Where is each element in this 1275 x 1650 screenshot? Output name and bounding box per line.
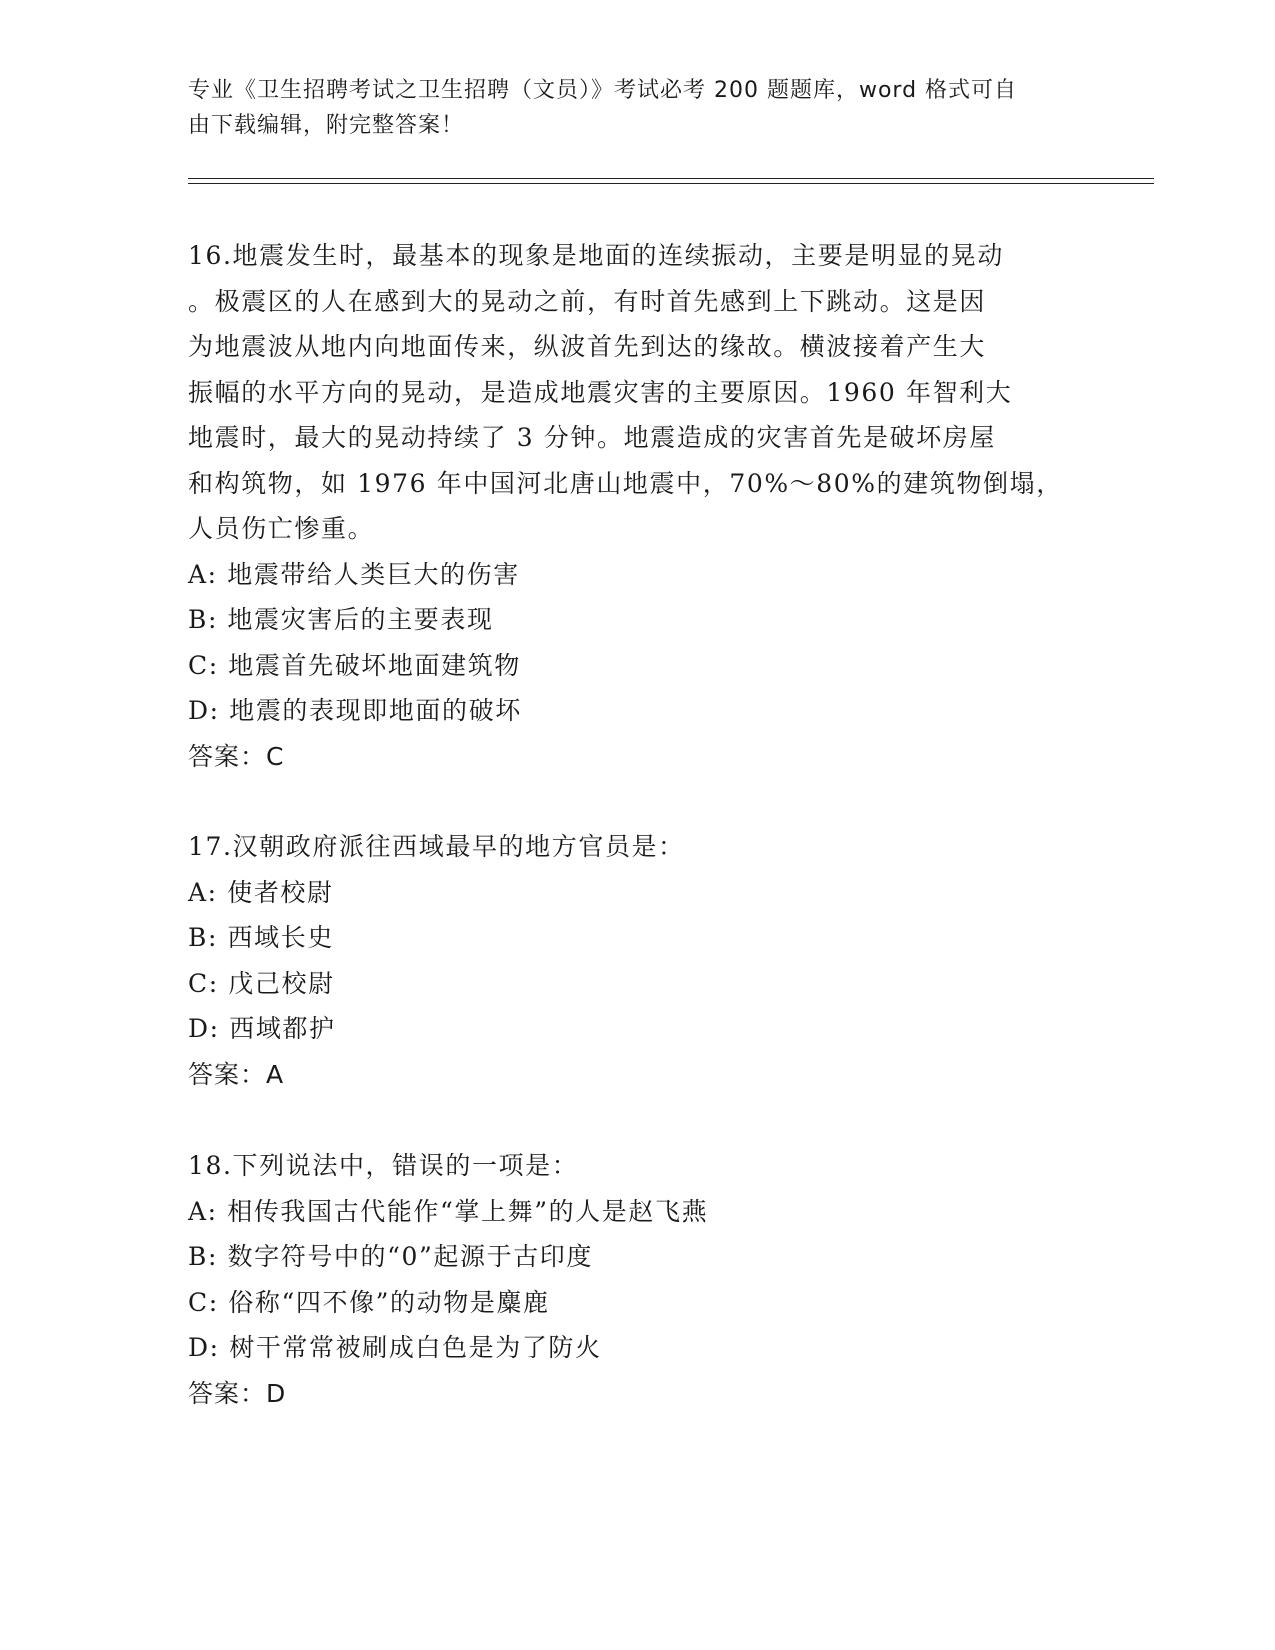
option-c: C: 戊己校尉 [188,968,335,998]
option-a: A: 相传我国古代能作“掌上舞”的人是赵飞燕 [188,1196,709,1226]
option-d: D: 西域都护 [188,1014,336,1043]
option-d: D: 树干常常被刷成白色是为了防火 [188,1333,602,1362]
option-c: C: 俗称“四不像”的动物是麋鹿 [188,1287,550,1317]
question-18 [188,1143,1108,1416]
option-c: C: 地震首先破坏地面建筑物 [188,650,521,680]
question-16 [188,233,1108,779]
option-a: A: 使者校尉 [188,877,334,907]
header-divider [188,178,1154,184]
question-17 [188,824,1108,1097]
option-d: D: 地震的表现即地面的破坏 [188,696,522,725]
question-text-line: 。极震区的人在感到大的晃动之前，有时首先感到上下跳动。这是因 [188,286,987,316]
answer-line: 答案：A [188,1059,285,1089]
question-text-line: 人员伤亡惨重。 [188,514,375,543]
document-header [188,73,1108,143]
question-text-line: 地震时，最大的晃动持续了 3 分钟。地震造成的灾害首先是破坏房屋 [188,423,997,452]
question-text-line: 振幅的水平方向的晃动，是造成地震灾害的主要原因。1960 年智利大 [188,377,1013,407]
answer-line: 答案：C [188,741,285,771]
question-text-line: 为地震波从地内向地面传来，纵波首先到达的缘故。横波接着产生大 [188,332,987,361]
option-b: B: 西域长史 [188,923,334,952]
option-b: B: 地震灾害后的主要表现 [188,605,494,634]
option-b: B: 数字符号中的“0”起源于古印度 [188,1242,594,1271]
option-a: A: 地震带给人类巨大的伤害 [188,559,520,589]
question-text-line: 16.地震发生时，最基本的现象是地面的连续振动，主要是明显的晃动 [188,241,1004,270]
question-text-line: 18.下列说法中，错误的一项是： [188,1151,579,1180]
answer-line: 答案：D [188,1378,287,1408]
question-text-line: 17.汉朝政府派往西域最早的地方官员是： [188,832,685,861]
question-text-line: 和构筑物，如 1976 年中国河北唐山地震中，70%～80%的建筑物倒塌， [188,468,1063,498]
header-line-1: 专业《卫生招聘考试之卫生招聘（文员）》考试必考 200 题题库，word 格式可自 [188,78,1018,103]
header-line-2: 由下载编辑，附完整答案！ [188,113,465,138]
